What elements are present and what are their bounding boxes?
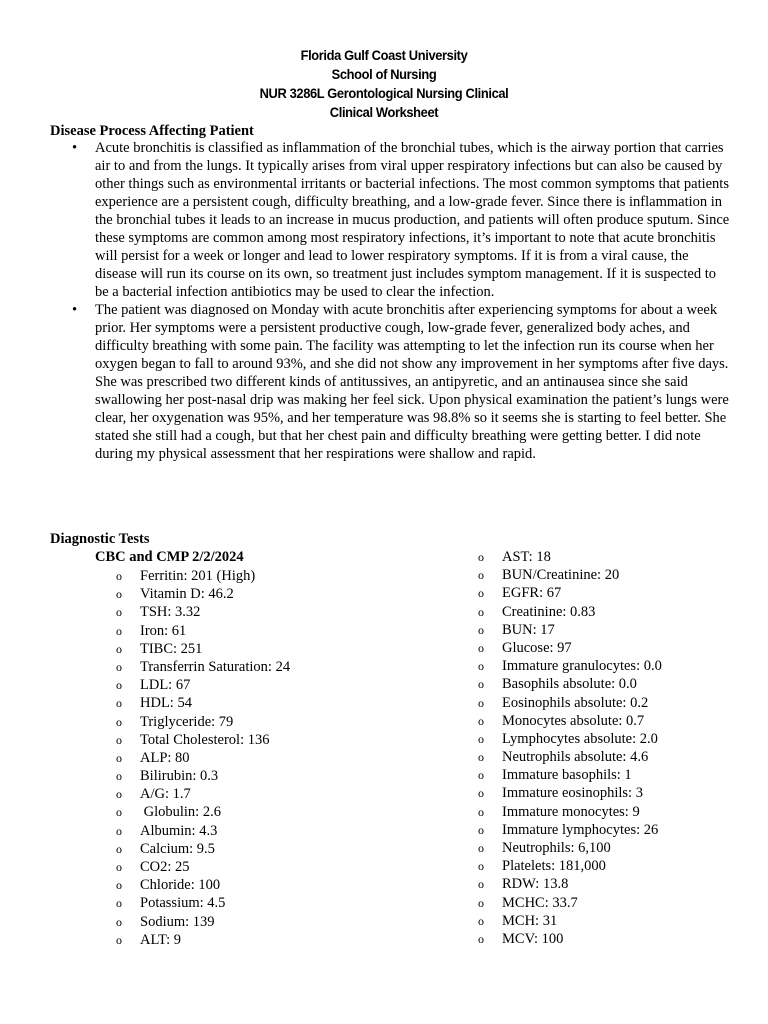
lab-result-item xyxy=(478,639,662,657)
hollow-bullet-icon: o xyxy=(478,731,484,746)
hollow-bullet-icon: o xyxy=(478,804,484,819)
lab-result-item xyxy=(478,748,662,766)
bullet-icon: • xyxy=(72,302,78,318)
lab-result-item xyxy=(478,839,662,857)
hollow-bullet-icon: o xyxy=(116,823,122,838)
lab-result-item xyxy=(478,603,662,621)
lab-result-text: Immature eosinophils: 3 xyxy=(502,785,643,802)
document-header xyxy=(31,46,738,122)
lab-result-item xyxy=(116,840,290,858)
hollow-bullet-icon: o xyxy=(116,714,122,729)
lab-result-item xyxy=(478,875,662,893)
lab-result-text: AST: 18 xyxy=(502,549,551,565)
hollow-bullet-icon: o xyxy=(116,769,122,784)
lab-result-text: Vitamin D: 46.2 xyxy=(140,586,234,603)
lab-result-text: Monocytes absolute: 0.7 xyxy=(502,712,645,729)
header-university: Florida Gulf Coast University xyxy=(300,47,468,63)
hollow-bullet-icon: o xyxy=(116,896,122,911)
bullet-icon: • xyxy=(72,140,78,156)
lab-result-item xyxy=(116,694,290,712)
lab-result-text: ALT: 9 xyxy=(140,931,182,948)
lab-result-text: A/G: 1.7 xyxy=(140,786,191,803)
hollow-bullet-icon: o xyxy=(478,586,484,601)
lab-result-item xyxy=(478,566,662,584)
lab-result-item xyxy=(478,766,662,784)
lab-result-item xyxy=(478,821,662,839)
hollow-bullet-icon: o xyxy=(116,659,122,674)
lab-result-text: Neutrophils: 6,100 xyxy=(502,840,611,856)
lab-result-text: Ferritin: 201 (High) xyxy=(140,568,256,584)
lab-result-text: EGFR: 67 xyxy=(502,585,562,602)
hollow-bullet-icon: o xyxy=(478,713,484,728)
disease-section-title: Disease Process Affecting Patient xyxy=(50,123,254,139)
hollow-bullet-icon: o xyxy=(116,841,122,856)
hollow-bullet-icon: o xyxy=(478,659,484,674)
lab-result-item xyxy=(478,694,662,712)
diagnostics-subtitle: CBC and CMP 2/2/2024 xyxy=(95,549,244,565)
hollow-bullet-icon: o xyxy=(478,877,484,892)
hollow-bullet-icon: o xyxy=(478,786,484,801)
lab-result-item xyxy=(478,712,662,730)
lab-result-text: Sodium: 139 xyxy=(140,913,215,930)
lab-result-text: LDL: 67 xyxy=(140,677,191,694)
header-worksheet-title: Clinical Worksheet xyxy=(329,104,439,120)
hollow-bullet-icon: o xyxy=(116,787,122,802)
lab-result-text: RDW: 13.8 xyxy=(502,876,569,893)
lab-result-text: Globulin: 2.6 xyxy=(140,804,221,821)
hollow-bullet-icon: o xyxy=(116,569,122,583)
lab-result-item xyxy=(116,713,290,731)
hollow-bullet-icon: o xyxy=(478,640,484,655)
lab-result-item xyxy=(478,657,662,675)
lab-result-item xyxy=(116,603,290,621)
lab-result-item xyxy=(478,803,662,821)
header-course: NUR 3286L Gerontological Nursing Clinical xyxy=(259,85,509,101)
lab-result-item xyxy=(116,676,290,694)
lab-result-item xyxy=(478,930,662,948)
lab-result-item xyxy=(478,621,662,639)
lab-result-item xyxy=(116,658,290,676)
disease-paragraph-1: Acute bronchitis is classified as inflammation of the bronchial tubes, which is the airway portion that carries air to and from the lungs. It typically arises from viral upper respiratory infections but can also be caused by other things such as environmental irritants or bacterial infections. The most common symptoms that patients experience are a persistent cough, difficulty breathing, and a low-grade fever. Since there is inflammation in the bronchial tubes it leads to an increase in mucus production, and patients will often produce sputum. Since these symptoms are common among most respiratory infections, it’s important to note that acute bronchitis will persist for a week or longer and lead to lower respiratory symptoms. If it is from a viral cause, the disease will run its course on its own, so treatment just includes symptom management. If it is suspected to be a bacterial infection antibiotics may be used to clear the infection. xyxy=(95,140,730,300)
lab-result-item xyxy=(116,876,290,894)
hollow-bullet-icon: o xyxy=(116,587,122,602)
hollow-bullet-icon: o xyxy=(478,750,484,765)
hollow-bullet-icon: o xyxy=(478,859,484,874)
lab-list-left xyxy=(116,567,290,949)
lab-result-item xyxy=(478,675,662,693)
lab-result-text: MCH: 31 xyxy=(502,912,558,929)
lab-result-item xyxy=(478,584,662,602)
lab-result-text: TSH: 3.32 xyxy=(140,604,201,621)
lab-result-item xyxy=(116,894,290,912)
lab-result-item xyxy=(116,803,290,821)
hollow-bullet-icon: o xyxy=(116,878,122,893)
hollow-bullet-icon: o xyxy=(478,695,484,710)
hollow-bullet-icon: o xyxy=(116,696,122,711)
lab-result-text: Immature granulocytes: 0.0 xyxy=(502,658,662,675)
lab-result-item xyxy=(116,858,290,876)
lab-result-text: Chloride: 100 xyxy=(140,877,221,894)
list-item xyxy=(50,139,730,301)
hollow-bullet-icon: o xyxy=(478,550,484,564)
lab-result-text: Neutrophils absolute: 4.6 xyxy=(502,749,649,766)
lab-result-item xyxy=(478,548,662,566)
lab-result-text: CO2: 25 xyxy=(140,859,190,875)
header-school: School of Nursing xyxy=(331,66,437,82)
hollow-bullet-icon: o xyxy=(478,841,484,855)
lab-result-item xyxy=(478,912,662,930)
lab-result-text: MCV: 100 xyxy=(502,930,564,947)
hollow-bullet-icon: o xyxy=(116,605,122,620)
lab-result-item xyxy=(116,749,290,767)
lab-result-item xyxy=(116,585,290,603)
lab-result-item xyxy=(116,622,290,640)
lab-result-text: Basophils absolute: 0.0 xyxy=(502,676,637,693)
lab-result-item xyxy=(478,784,662,802)
lab-result-text: BUN: 17 xyxy=(502,621,555,638)
hollow-bullet-icon: o xyxy=(478,604,484,619)
hollow-bullet-icon: o xyxy=(116,932,122,947)
lab-result-text: Creatinine: 0.83 xyxy=(502,603,596,620)
hollow-bullet-icon: o xyxy=(116,623,122,638)
lab-result-text: Immature monocytes: 9 xyxy=(502,803,640,820)
lab-result-text: HDL: 54 xyxy=(140,695,192,712)
disease-bullet-list xyxy=(50,139,730,463)
hollow-bullet-icon: o xyxy=(116,641,122,656)
hollow-bullet-icon: o xyxy=(116,805,122,820)
hollow-bullet-icon: o xyxy=(478,931,484,946)
lab-result-item xyxy=(478,894,662,912)
lab-result-item xyxy=(116,767,290,785)
lab-result-item xyxy=(116,567,290,585)
lab-result-text: Total Cholesterol: 136 xyxy=(140,731,270,748)
diagnostics-section-title: Diagnostic Tests xyxy=(50,531,150,547)
hollow-bullet-icon: o xyxy=(116,860,122,874)
hollow-bullet-icon: o xyxy=(478,895,484,910)
lab-result-text: Triglyceride: 79 xyxy=(140,713,234,730)
hollow-bullet-icon: o xyxy=(116,914,122,929)
lab-result-item xyxy=(116,785,290,803)
lab-result-text: Albumin: 4.3 xyxy=(140,822,218,839)
hollow-bullet-icon: o xyxy=(478,568,484,583)
lab-result-item xyxy=(478,857,662,875)
disease-paragraph-2: The patient was diagnosed on Monday with acute bronchitis after experiencing symptoms for about a week prior. Her symptoms were a persistent productive cough, low-grade fever, generalized body aches, and difficulty breathing with some pain. The facility was attempting to let the infection run its course when her oxygen began to fall to around 93%, and she did not show any improvement in her symptoms after five days. She was prescribed two different kinds of antitussives, an antipyretic, and an antinausea since she said swallowing her post-nasal drip was making her feel sick. Upon physical examination the patient’s lungs were clear, her oxygenation was 95%, and her temperature was 98.8% so it seems she is starting to feel better. She stated she still had a cough, but that her chest pain and difficulty breathing were getting better. I did note during my physical assessment that her respirations were shallow and rapid. xyxy=(95,302,729,462)
hollow-bullet-icon: o xyxy=(116,732,122,747)
hollow-bullet-icon: o xyxy=(478,677,484,692)
hollow-bullet-icon: o xyxy=(116,750,122,765)
lab-result-text: Iron: 61 xyxy=(140,622,187,639)
hollow-bullet-icon: o xyxy=(478,622,484,637)
lab-result-text: Glucose: 97 xyxy=(502,639,572,656)
hollow-bullet-icon: o xyxy=(478,768,484,783)
lab-result-text: Eosinophils absolute: 0.2 xyxy=(502,694,649,711)
lab-result-text: Potassium: 4.5 xyxy=(140,895,226,912)
lab-result-text: Calcium: 9.5 xyxy=(140,840,215,857)
lab-result-text: Transferrin Saturation: 24 xyxy=(140,658,291,675)
lab-list-right xyxy=(478,548,662,948)
lab-result-item xyxy=(116,931,290,949)
lab-result-text: ALP: 80 xyxy=(140,749,190,766)
hollow-bullet-icon: o xyxy=(116,678,122,693)
lab-result-text: BUN/Creatinine: 20 xyxy=(502,567,620,584)
lab-result-item xyxy=(116,822,290,840)
hollow-bullet-icon: o xyxy=(478,822,484,837)
lab-result-text: MCHC: 33.7 xyxy=(502,894,578,911)
hollow-bullet-icon: o xyxy=(478,913,484,928)
lab-result-text: Lymphocytes absolute: 2.0 xyxy=(502,730,658,747)
lab-result-text: TIBC: 251 xyxy=(140,640,203,657)
list-item xyxy=(50,301,730,463)
lab-result-text: Bilirubin: 0.3 xyxy=(140,768,219,785)
lab-result-item xyxy=(116,640,290,658)
lab-result-item xyxy=(116,731,290,749)
lab-result-text: Immature basophils: 1 xyxy=(502,767,632,784)
lab-result-text: Platelets: 181,000 xyxy=(502,858,606,875)
lab-result-item xyxy=(116,913,290,931)
lab-result-item xyxy=(478,730,662,748)
lab-result-text: Immature lymphocytes: 26 xyxy=(502,821,659,838)
